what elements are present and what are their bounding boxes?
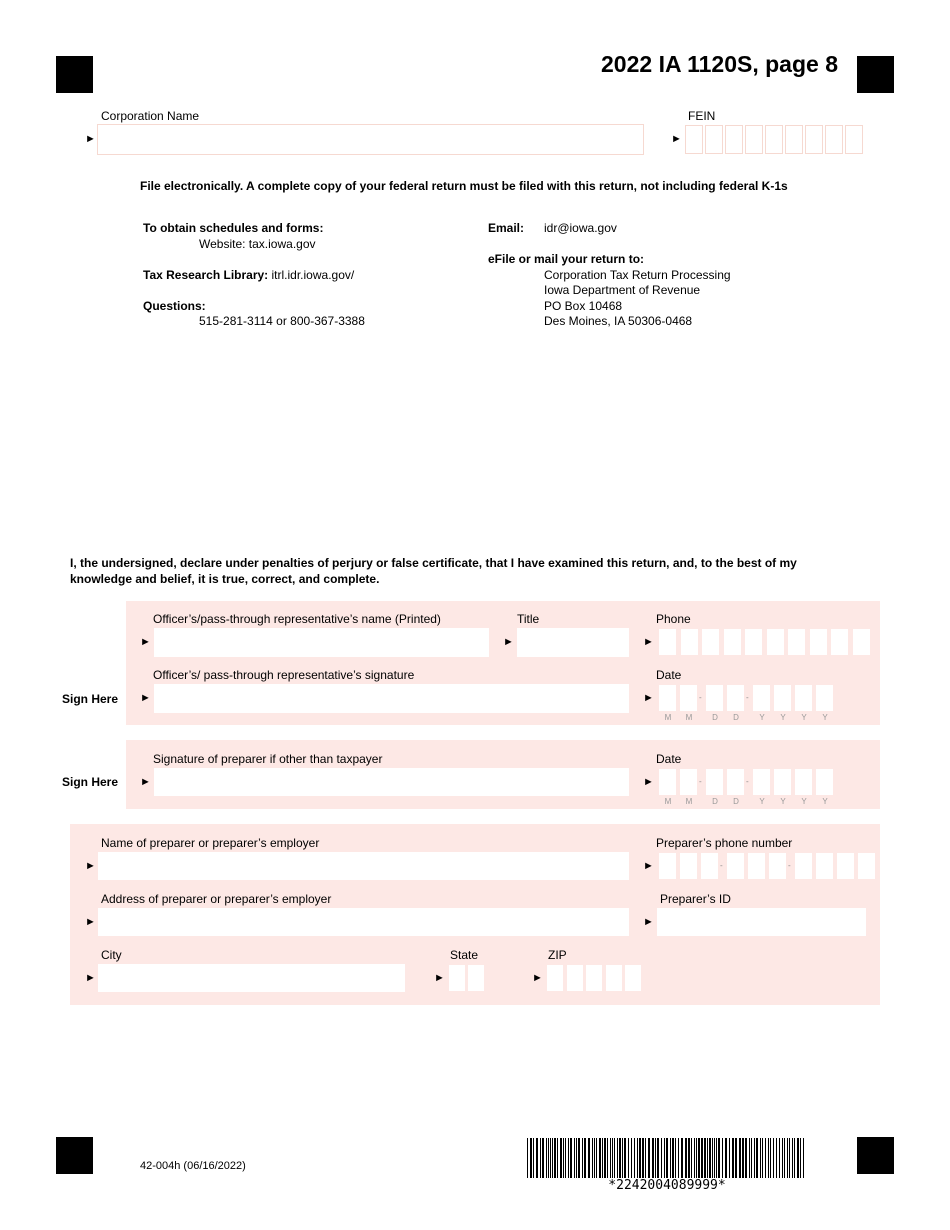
char-box[interactable] <box>725 125 743 154</box>
preparer-id-label: Preparer’s ID <box>660 892 731 906</box>
char-box[interactable] <box>825 125 843 154</box>
barcode-bar <box>776 1138 777 1178</box>
preparer-phone-label: Preparer’s phone number <box>656 836 793 850</box>
efile-notice: File electronically. A complete copy of your federal return must be filed with this return, not including federal K-1s <box>140 179 788 193</box>
barcode-bar <box>729 1138 730 1178</box>
barcode-bar <box>709 1138 711 1178</box>
char-box[interactable] <box>659 853 676 879</box>
barcode-bar <box>765 1138 766 1178</box>
barcode-bar <box>779 1138 780 1178</box>
barcode-bar <box>760 1138 761 1178</box>
date-format-hint: Y <box>759 713 765 722</box>
address-line: Corporation Tax Return Processing <box>544 268 731 282</box>
arrow-icon: ► <box>434 972 445 984</box>
barcode-bar <box>701 1138 703 1178</box>
dash-separator: - <box>699 693 702 702</box>
barcode-bar <box>604 1138 606 1178</box>
city-label: City <box>101 948 122 962</box>
barcode-bar <box>694 1138 695 1178</box>
char-box[interactable] <box>685 125 703 154</box>
officer-phone-label: Phone <box>656 612 691 626</box>
char-box[interactable] <box>745 125 763 154</box>
char-box[interactable] <box>681 629 698 655</box>
barcode-bar <box>794 1138 795 1178</box>
char-box[interactable] <box>706 769 723 795</box>
char-box[interactable] <box>769 853 786 879</box>
address-line: Iowa Department of Revenue <box>544 283 701 297</box>
barcode-bar <box>614 1138 615 1178</box>
barcode-bar <box>576 1138 577 1178</box>
preparer-signature-label: Signature of preparer if other than taxpayer <box>153 752 383 766</box>
char-box[interactable] <box>727 685 744 711</box>
char-box[interactable] <box>845 125 863 154</box>
barcode-bar <box>661 1138 662 1178</box>
barcode-bar <box>550 1138 551 1178</box>
barcode-bar <box>800 1138 801 1178</box>
barcode-bar <box>648 1138 650 1178</box>
barcode-bar <box>670 1138 671 1178</box>
barcode-bar <box>681 1138 683 1178</box>
char-box[interactable] <box>625 965 641 991</box>
barcode-bar <box>675 1138 676 1178</box>
date-format-hint: D <box>733 797 739 806</box>
barcode-bar <box>568 1138 569 1178</box>
char-box[interactable] <box>659 685 676 711</box>
barcode-bar <box>739 1138 741 1178</box>
barcode-bar <box>745 1138 747 1178</box>
barcode-bar <box>803 1138 804 1178</box>
barcode-bar <box>756 1138 758 1178</box>
barcode-bar <box>588 1138 590 1178</box>
barcode-bar <box>787 1138 788 1178</box>
char-box[interactable] <box>659 629 676 655</box>
barcode-bar <box>691 1138 692 1178</box>
declaration-line: knowledge and belief, it is true, correct, and complete. <box>70 572 380 586</box>
barcode-bar <box>657 1138 659 1178</box>
date-format-hint: D <box>712 713 718 722</box>
char-box[interactable] <box>567 965 583 991</box>
tax-library-line <box>143 268 354 282</box>
char-box[interactable] <box>816 853 833 879</box>
arrow-icon: ► <box>643 692 654 704</box>
char-box[interactable] <box>788 629 805 655</box>
arrow-icon: ► <box>85 916 96 928</box>
char-box[interactable] <box>785 125 803 154</box>
char-box[interactable] <box>765 125 783 154</box>
date-format-hint: M <box>664 797 672 806</box>
barcode-bar <box>678 1138 679 1178</box>
char-box[interactable] <box>547 965 563 991</box>
obtain-forms-heading: To obtain schedules and forms: <box>143 221 324 235</box>
char-box[interactable] <box>745 629 762 655</box>
barcode-bar <box>716 1138 717 1178</box>
barcode-bar <box>732 1138 734 1178</box>
barcode-bar <box>652 1138 654 1178</box>
barcode-bar <box>664 1138 665 1178</box>
registration-mark-top-right <box>857 56 894 93</box>
date-format-hint: D <box>712 797 718 806</box>
barcode-bar <box>789 1138 790 1178</box>
officer-name-label: Officer’s/pass-through representative’s name (Printed) <box>153 612 441 626</box>
date-format-hint: M <box>664 713 672 722</box>
barcode-bar <box>607 1138 608 1178</box>
officer-date-label: Date <box>656 668 682 682</box>
barcode-bar <box>768 1138 769 1178</box>
char-box[interactable] <box>831 629 848 655</box>
char-box[interactable] <box>586 965 602 991</box>
barcode-bar <box>574 1138 575 1178</box>
barcode-bar <box>645 1138 646 1178</box>
barcode-bar <box>797 1138 799 1178</box>
date-format-hint: Y <box>822 713 828 722</box>
barcode-bar <box>722 1138 723 1178</box>
barcode-bar <box>533 1138 534 1178</box>
char-box[interactable] <box>701 853 718 879</box>
barcode-bar <box>784 1138 785 1178</box>
barcode-bar <box>655 1138 656 1178</box>
preparer-date-label: Date <box>656 752 682 766</box>
arrow-icon: ► <box>643 916 654 928</box>
address-line: PO Box 10468 <box>544 299 623 313</box>
char-box[interactable] <box>816 769 833 795</box>
officer-title-input[interactable] <box>517 628 629 657</box>
barcode-bar <box>634 1138 635 1178</box>
char-box[interactable] <box>853 629 870 655</box>
barcode-bar <box>565 1138 566 1178</box>
date-format-hint: Y <box>780 713 786 722</box>
barcode-bar <box>584 1138 586 1178</box>
dash-separator: - <box>746 693 749 702</box>
char-box[interactable] <box>659 769 676 795</box>
barcode-bar <box>540 1138 541 1178</box>
char-box[interactable] <box>680 853 697 879</box>
barcode-bar <box>704 1138 706 1178</box>
char-box[interactable] <box>753 769 770 795</box>
char-box[interactable] <box>706 685 723 711</box>
questions-phones: 515-281-3114 or 800-367-3388 <box>199 314 365 328</box>
date-format-hint: Y <box>780 797 786 806</box>
arrow-icon: ► <box>85 860 96 872</box>
corporation-name-input[interactable] <box>97 124 644 155</box>
officer-name-input[interactable] <box>154 628 489 657</box>
date-format-hint: D <box>733 713 739 722</box>
preparer-address-input[interactable] <box>98 908 629 936</box>
barcode-bar <box>563 1138 564 1178</box>
barcode-bar <box>570 1138 572 1178</box>
barcode-bar <box>631 1138 632 1178</box>
preparer-id-input[interactable] <box>657 908 866 936</box>
barcode-bar <box>742 1138 744 1178</box>
barcode-bar <box>548 1138 549 1178</box>
char-box[interactable] <box>774 769 791 795</box>
char-box[interactable] <box>795 769 812 795</box>
date-format-hint: Y <box>801 713 807 722</box>
barcode-bar <box>698 1138 700 1178</box>
dash-separator: - <box>699 777 702 786</box>
arrow-icon: ► <box>643 860 654 872</box>
corporation-name-label: Corporation Name <box>101 109 200 123</box>
date-format-hint: Y <box>759 797 765 806</box>
char-box[interactable] <box>816 685 833 711</box>
barcode-bar <box>637 1138 638 1178</box>
char-box[interactable] <box>724 629 741 655</box>
mail-heading: eFile or mail your return to: <box>488 252 645 266</box>
sign-here-label: Sign Here <box>62 692 119 706</box>
date-format-hint: Y <box>822 797 828 806</box>
declaration-line: I, the undersigned, declare under penalties of perjury or false certificate, that I have examined this return, and, to the best of my <box>70 556 797 570</box>
char-box[interactable] <box>705 125 723 154</box>
barcode-bar <box>557 1138 558 1178</box>
barcode-image <box>527 1138 807 1178</box>
barcode-bar <box>546 1138 547 1178</box>
char-box[interactable] <box>680 685 697 711</box>
preparer-name-input[interactable] <box>98 852 629 880</box>
char-box[interactable] <box>606 965 622 991</box>
barcode-bar <box>749 1138 750 1178</box>
form-number: 42-004h (06/16/2022) <box>140 1160 246 1172</box>
questions-label: Questions: <box>143 299 206 313</box>
registration-mark-bottom-left <box>56 1137 93 1174</box>
char-box[interactable] <box>767 629 784 655</box>
arrow-icon: ► <box>140 692 151 704</box>
barcode-bar <box>666 1138 668 1178</box>
barcode-bar <box>612 1138 613 1178</box>
barcode-bar <box>714 1138 715 1178</box>
barcode-bar <box>542 1138 544 1178</box>
barcode-bar <box>639 1138 641 1178</box>
arrow-icon: ► <box>85 133 96 145</box>
barcode-bar <box>610 1138 611 1178</box>
char-box[interactable] <box>795 853 812 879</box>
barcode-bar <box>527 1138 528 1178</box>
barcode-bar <box>578 1138 580 1178</box>
barcode-text: *2242004089999* <box>608 1178 726 1193</box>
arrow-icon: ► <box>643 776 654 788</box>
barcode-bar <box>770 1138 771 1178</box>
barcode-bar <box>792 1138 793 1178</box>
page-title: 2022 IA 1120S, page 8 <box>601 51 838 77</box>
barcode-bar <box>536 1138 538 1178</box>
char-box[interactable] <box>774 685 791 711</box>
barcode-bar <box>599 1138 601 1178</box>
preparer-address-label: Address of preparer or preparer’s employer <box>101 892 332 906</box>
barcode-bar <box>782 1138 783 1178</box>
char-box[interactable] <box>795 685 812 711</box>
arrow-icon: ► <box>140 776 151 788</box>
preparer-name-label: Name of preparer or preparer’s employer <box>101 836 320 850</box>
officer-signature-input[interactable] <box>154 684 629 713</box>
char-box[interactable] <box>702 629 719 655</box>
char-box[interactable] <box>837 853 854 879</box>
arrow-icon: ► <box>643 636 654 648</box>
char-box[interactable] <box>468 965 484 991</box>
barcode-bar <box>696 1138 697 1178</box>
city-input[interactable] <box>98 964 405 992</box>
barcode-bar <box>596 1138 597 1178</box>
preparer-signature-input[interactable] <box>154 768 629 796</box>
barcode-bar <box>554 1138 556 1178</box>
barcode-bar <box>735 1138 737 1178</box>
tax-library-link[interactable]: itrl.idr.iowa.gov/ <box>268 268 355 282</box>
barcode-bar <box>642 1138 644 1178</box>
char-box[interactable] <box>858 853 875 879</box>
arrow-icon: ► <box>140 636 151 648</box>
char-box[interactable] <box>727 769 744 795</box>
officer-signature-label: Officer’s/ pass-through representative’s signature <box>153 668 415 682</box>
barcode-bar <box>624 1138 626 1178</box>
date-format-hint: M <box>685 713 693 722</box>
date-format-hint: Y <box>801 797 807 806</box>
barcode-bar <box>594 1138 595 1178</box>
website-text: Website: tax.iowa.gov <box>199 237 316 251</box>
date-format-hint: M <box>685 797 693 806</box>
state-label: State <box>450 948 479 962</box>
address-line: Des Moines, IA 50306-0468 <box>544 314 693 328</box>
fein-label: FEIN <box>688 109 716 123</box>
char-box[interactable] <box>449 965 465 991</box>
barcode-bar <box>707 1138 708 1178</box>
barcode-bar <box>552 1138 553 1178</box>
dash-separator: - <box>746 777 749 786</box>
char-box[interactable] <box>810 629 827 655</box>
char-box[interactable] <box>805 125 823 154</box>
barcode-bar <box>602 1138 603 1178</box>
barcode-bar <box>592 1138 593 1178</box>
arrow-icon: ► <box>85 972 96 984</box>
barcode-bar <box>582 1138 583 1178</box>
registration-mark-bottom-right <box>857 1137 894 1174</box>
char-box[interactable] <box>680 769 697 795</box>
arrow-icon: ► <box>532 972 543 984</box>
zip-label: ZIP <box>548 948 567 962</box>
barcode-bar <box>619 1138 621 1178</box>
sign-here-label: Sign Here <box>62 775 119 789</box>
char-box[interactable] <box>753 685 770 711</box>
registration-mark-top-left <box>56 56 93 93</box>
barcode-bar <box>712 1138 713 1178</box>
officer-title-label: Title <box>517 612 540 626</box>
tax-library-label: Tax Research Library: <box>143 268 269 282</box>
barcode-bar <box>628 1138 629 1178</box>
barcode-bar <box>718 1138 720 1178</box>
barcode-bar <box>530 1138 532 1178</box>
barcode-bar <box>672 1138 674 1178</box>
barcode-bar <box>560 1138 562 1178</box>
arrow-icon: ► <box>503 636 514 648</box>
email-label: Email: <box>488 221 525 235</box>
barcode-bar <box>751 1138 752 1178</box>
barcode-bar <box>725 1138 727 1178</box>
char-box[interactable] <box>748 853 765 879</box>
barcode-bar <box>688 1138 690 1178</box>
arrow-icon: ► <box>671 133 682 145</box>
barcode-bar <box>754 1138 755 1178</box>
dash-separator: - <box>788 861 791 870</box>
char-box[interactable] <box>727 853 744 879</box>
barcode-bar <box>773 1138 774 1178</box>
email-value[interactable]: idr@iowa.gov <box>544 221 617 235</box>
barcode-bar <box>622 1138 623 1178</box>
dash-separator: - <box>720 861 723 870</box>
barcode-bar <box>762 1138 763 1178</box>
barcode-bar <box>617 1138 618 1178</box>
barcode-bar <box>685 1138 687 1178</box>
